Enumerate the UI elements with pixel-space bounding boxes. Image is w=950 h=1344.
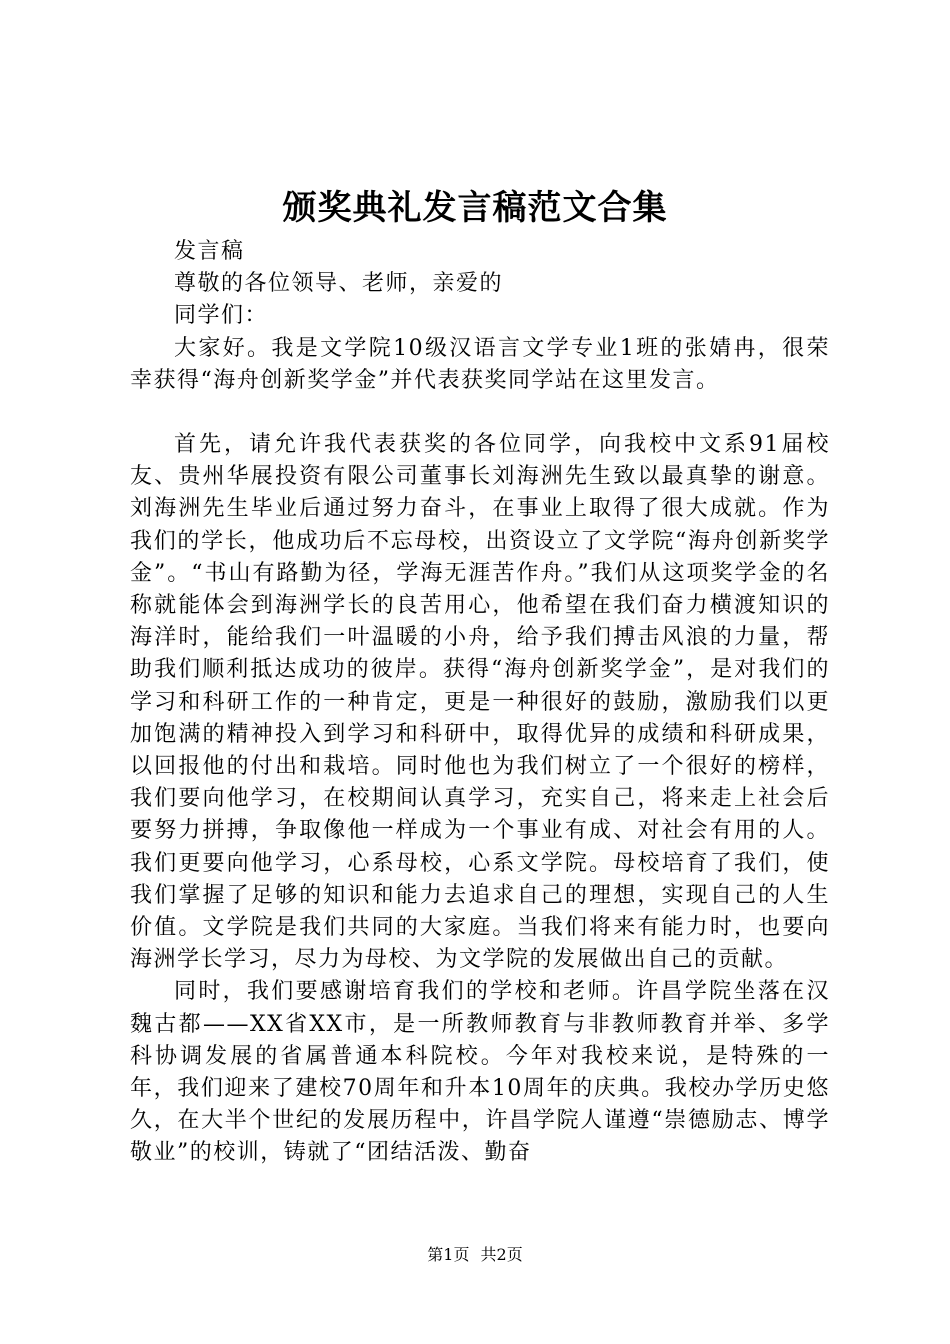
page-footer — [0, 1244, 950, 1266]
document-body — [130, 236, 830, 1170]
paragraph-heading: 发言稿 — [174, 239, 245, 264]
document-title: 颁奖典礼发言稿范文合集 — [282, 188, 668, 228]
page-number-current: 第1页 — [427, 1245, 470, 1264]
paragraph-thanks-donor: 首先，请允许我代表获奖的各位同学，向我校中文系91届校友、贵州华展投资有限公司董事长刘海洲先生致以最真挚的谢意。刘海洲先生毕业后通过努力奋斗，在事业上取得了很大成就。作为我们的学长，他成功后不忘母校，出资设立了文学院“海舟创新奖学金”。“书山有路勤为径，学海无涯苦作舟。”我们从这项奖学金的名称就能体会到海洲学长的良苦用心，他希望在我们奋力横渡知识的海洋时，能给我们一叶温暖的小舟，给予我们搏击风浪的力量，帮助我们顺利抵达成功的彼岸。获得“海舟创新奖学金”，是对我们的学习和科研工作的一种肯定，更是一种很好的鼓励，激励我们以更加饱满的精神投入到学习和科研中，取得优异的成绩和科研成果，以回报他的付出和栽培。同时他也为我们树立了一个很好的榜样，我们要向他学习，在校期间认真学习，充实自己，将来走上社会后要努力拼搏，争取像他一样成为一个事业有成、对社会有用的人。我们更要向他学习，心系母校，心系文学院。母校培育了我们，使我们掌握了足够的知识和能力去追求自己的理想，实现自己的人生价值。文学院是我们共同的大家庭。当我们将来有能力时，也要向海洲学长学习，尽力为母校、为文学院的发展做出自己的贡献。 — [130, 432, 830, 973]
paragraph-salutation: 尊敬的各位领导、老师，亲爱的 — [174, 271, 504, 297]
paragraph-salutation-cont: 同学们： — [174, 303, 269, 329]
paragraph-thanks-school: 同时，我们要感谢培育我们的学校和老师。许昌学院坐落在汉魏古都——XX省XX市，是一所教师教育与非教师教育并举、多学科协调发展的省属普通本科院校。今年对我校来说，是特殊的一年，我们迎来了建校70周年和升本10周年的庆典。我校办学历史悠久，在大半个世纪的发展历程中，许昌学院人谨遵“崇德励志、博学敬业”的校训，铸就了“团结活泼、勤奋 — [130, 979, 830, 1166]
paragraph-intro: 大家好。我是文学院10级汉语言文学专业1班的张婧冉，很荣幸获得“海舟创新奖学金”并代表获奖同学站在这里发言。 — [130, 335, 830, 393]
page-number-total: 共2页 — [480, 1245, 523, 1264]
